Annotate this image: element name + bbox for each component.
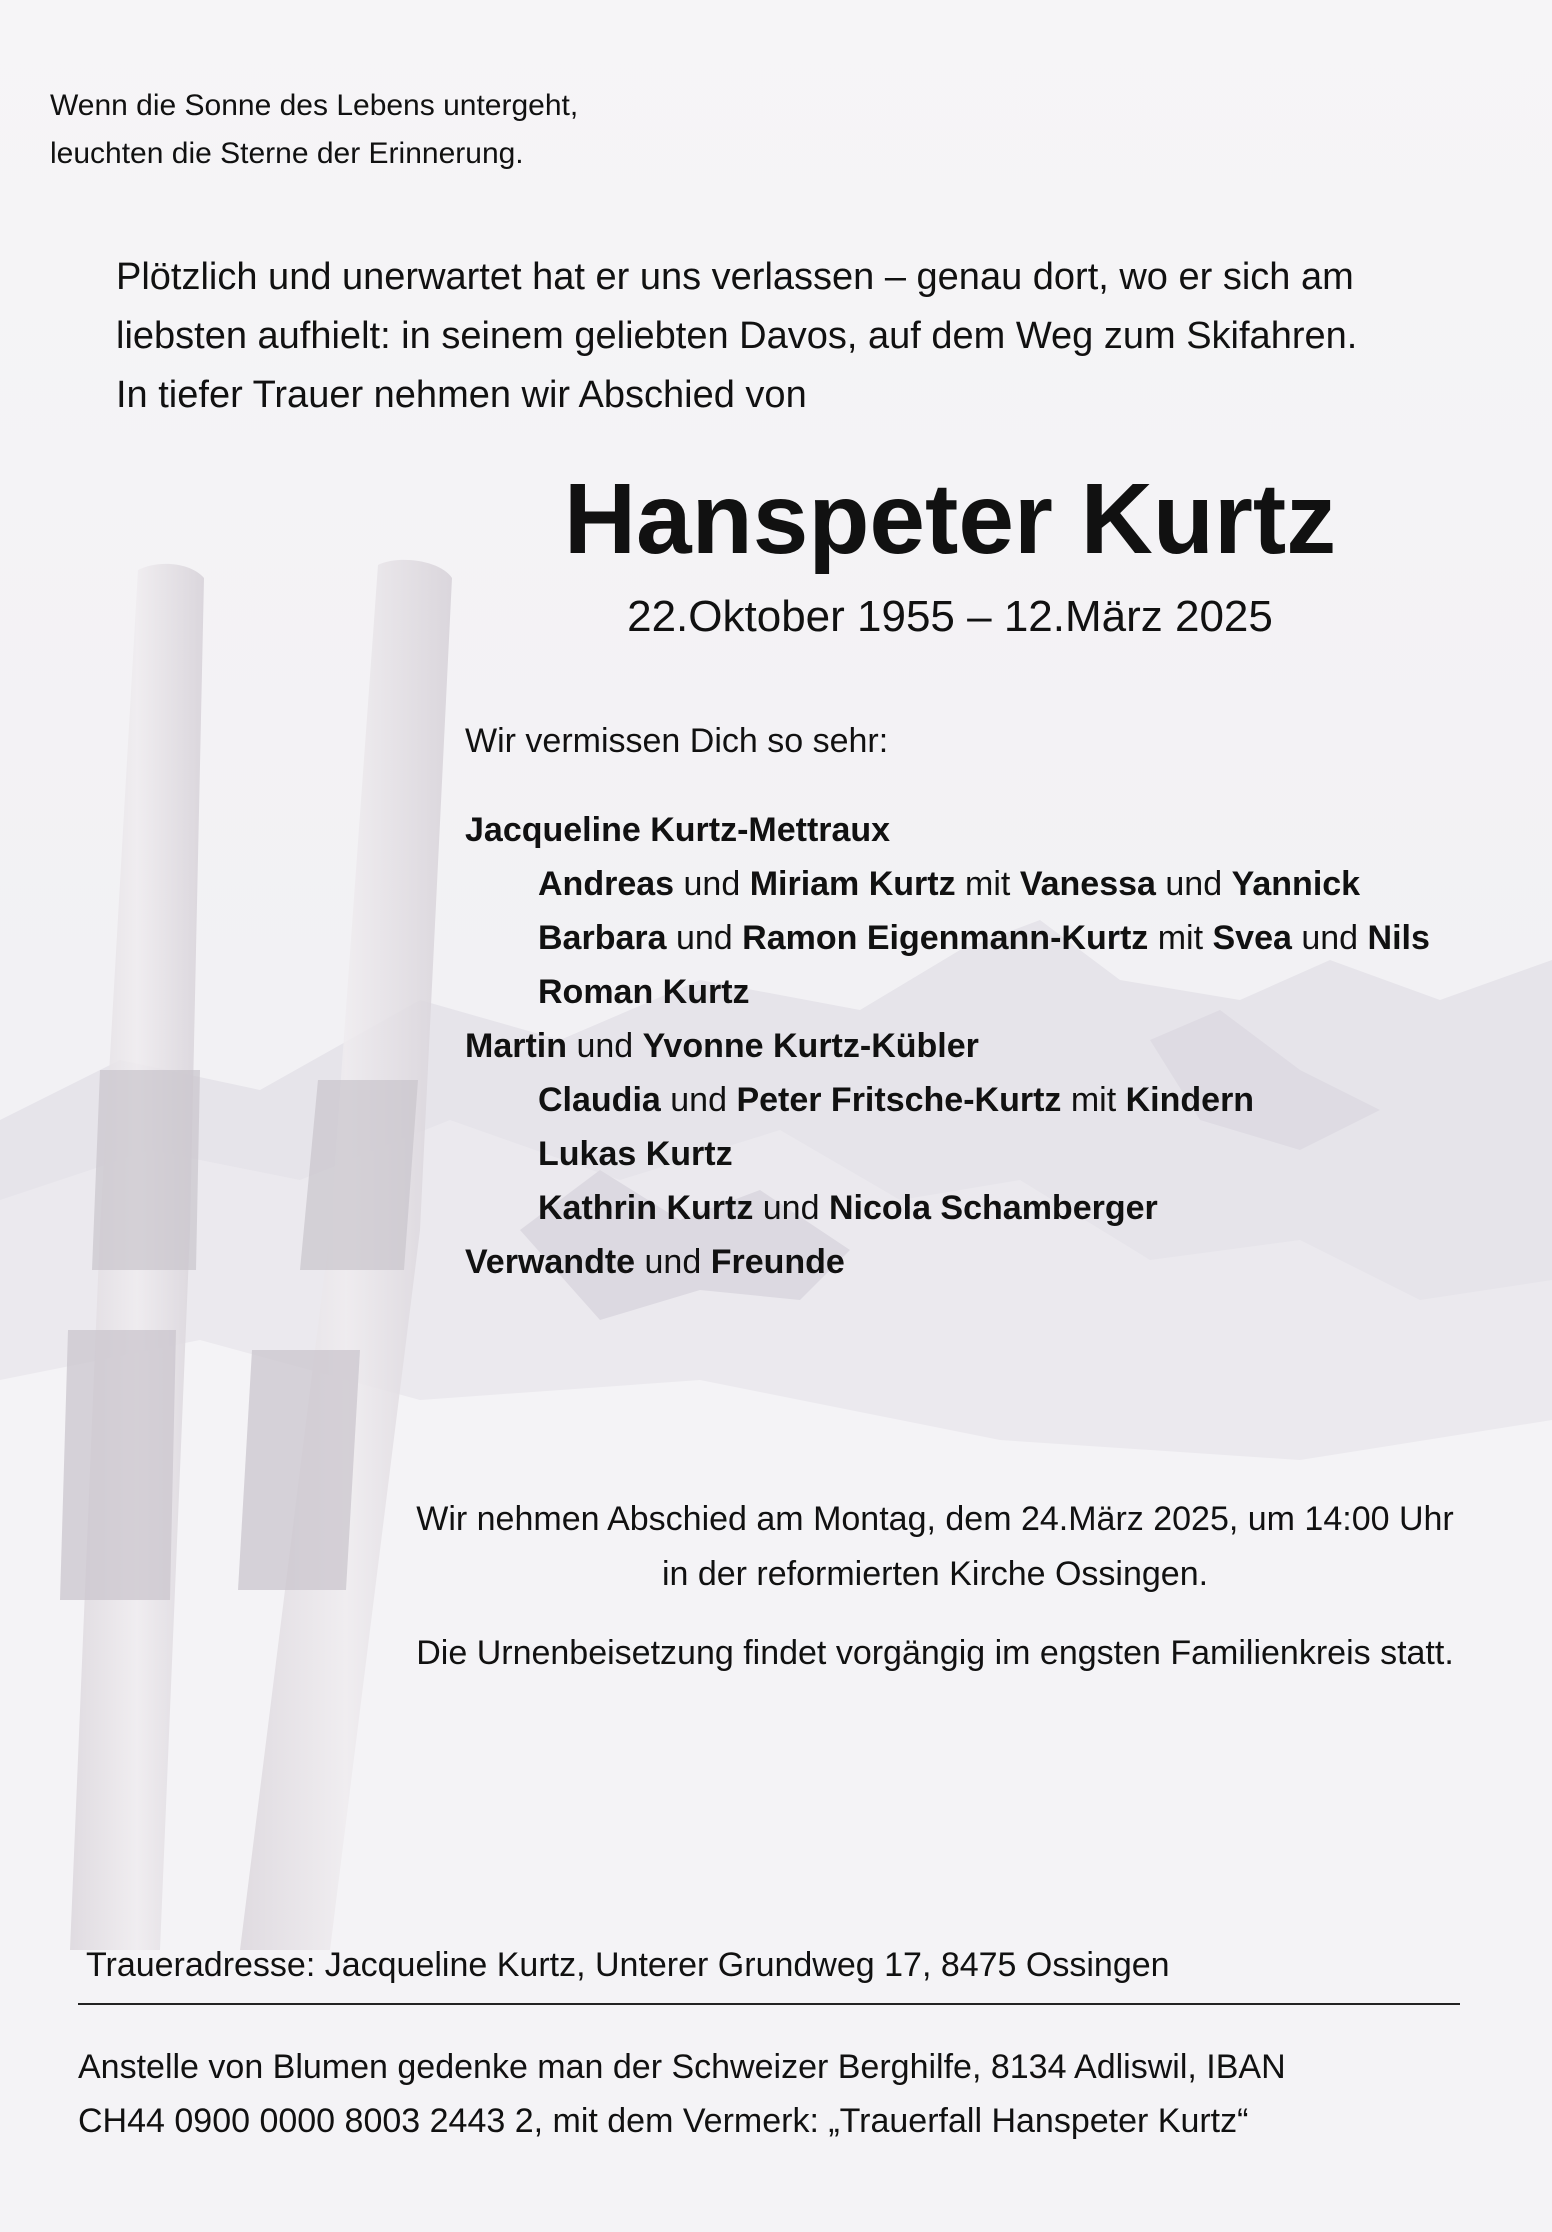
family-list (465, 803, 1430, 1289)
intro-text (116, 248, 1357, 425)
intro-line: In tiefer Trauer nehmen wir Abschied von (116, 374, 807, 416)
connector-text: mit (1148, 919, 1213, 957)
ceremony-line: Wir nehmen Abschied am Montag, dem 24.März 2025, um 14:00 Uhr (416, 1500, 1454, 1538)
family-member-row (465, 803, 1430, 857)
family-member-name: Lukas Kurtz (538, 1135, 733, 1173)
family-member-name: Verwandte (465, 1243, 636, 1281)
family-member-name: Barbara (538, 919, 667, 957)
family-member-row (465, 857, 1430, 911)
family-member-name: Freunde (710, 1243, 845, 1281)
donation-line: Anstelle von Blumen gedenke man der Schweizer Berghilfe, 8134 Adliswil, IBAN (78, 2048, 1286, 2086)
family-member-name: Claudia (538, 1081, 661, 1119)
life-dates: 22.Oktober 1955 – 12.März 2025 (627, 592, 1273, 641)
family-member-name: Yannick (1231, 865, 1361, 903)
family-member-name: Yvonne Kurtz-Kübler (642, 1027, 979, 1065)
family-member-name: Nils (1367, 919, 1430, 957)
connector-text: und (674, 865, 750, 903)
family-member-name: Andreas (538, 865, 675, 903)
connector-text: und (1291, 919, 1368, 957)
connector-text: und (660, 1081, 737, 1119)
family-member-row (465, 1019, 1430, 1073)
family-member-name: Nicola Schamberger (828, 1189, 1158, 1227)
family-member-row (465, 1235, 1430, 1289)
connector-text: und (1155, 865, 1232, 903)
ceremony-info (355, 1492, 1515, 1602)
urn-burial-note: Die Urnenbeisetzung findet vorgängig im engsten Familienkreis statt. (416, 1634, 1454, 1672)
family-member-row (465, 965, 1430, 1019)
we-miss-you-line: Wir vermissen Dich so sehr: (465, 722, 889, 760)
memorial-verse (50, 82, 578, 178)
family-member-name: Miriam Kurtz (749, 865, 956, 903)
deceased-name: Hanspeter Kurtz (563, 463, 1337, 575)
connector-text: mit (955, 865, 1020, 903)
donation-note (78, 2040, 1286, 2148)
connector-text: und (567, 1027, 643, 1065)
verse-line: Wenn die Sonne des Lebens untergeht, (50, 89, 579, 122)
verse-line: leuchten die Sterne der Erinnerung. (50, 137, 524, 170)
family-member-name: Kathrin Kurtz (538, 1189, 754, 1227)
mourning-address: Traueradresse: Jacqueline Kurtz, Unterer Grundweg 17, 8475 Ossingen (86, 1946, 1170, 1984)
intro-line: liebsten aufhielt: in seinem geliebten Davos, auf dem Weg zum Skifahren. (116, 315, 1358, 357)
family-member-name: Kindern (1125, 1081, 1255, 1119)
family-member-name: Ramon Eigenmann-Kurtz (742, 919, 1149, 957)
ceremony-line: in der reformierten Kirche Ossingen. (661, 1555, 1209, 1593)
family-member-row (465, 911, 1430, 965)
intro-line: Plötzlich und unerwartet hat er uns verlassen – genau dort, wo er sich am (116, 256, 1354, 298)
family-member-row (465, 1181, 1430, 1235)
family-member-row (465, 1073, 1430, 1127)
connector-text: und (753, 1189, 829, 1227)
family-member-name: Roman Kurtz (538, 973, 750, 1011)
family-member-row (465, 1127, 1430, 1181)
family-member-name: Svea (1212, 919, 1292, 957)
donation-line: CH44 0900 0000 8003 2443 2, mit dem Vermerk: „Trauerfall Hanspeter Kurtz“ (78, 2102, 1249, 2140)
family-member-name: Peter Fritsche-Kurtz (736, 1081, 1062, 1119)
family-member-name: Vanessa (1019, 865, 1156, 903)
connector-text: und (635, 1243, 711, 1281)
connector-text: und (666, 919, 743, 957)
family-member-name: Martin (465, 1027, 567, 1065)
connector-text: mit (1061, 1081, 1126, 1119)
divider-line (78, 2003, 1460, 2005)
family-member-name: Jacqueline Kurtz-Mettraux (465, 811, 891, 849)
